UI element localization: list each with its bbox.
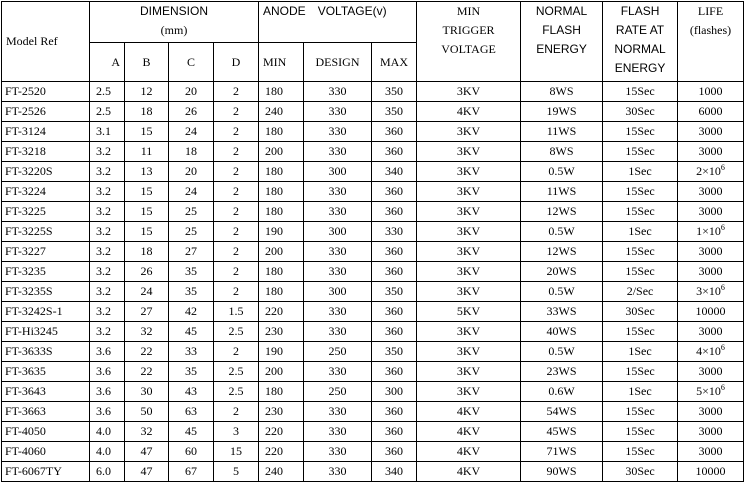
cell-dim-a: 3.2	[90, 162, 125, 182]
life-exponent: 6	[720, 223, 725, 232]
cell-flash-energy: 0.5W	[521, 342, 603, 362]
cell-flash-rate: 1Sec	[603, 382, 678, 402]
cell-voltage-min: 180	[259, 162, 304, 182]
cell-flash-rate: 2/Sec	[603, 282, 678, 302]
cell-dim-d: 3	[214, 422, 259, 442]
cell-voltage-design: 330	[304, 322, 372, 342]
cell-dim-a: 3.2	[90, 202, 125, 222]
cell-dim-b: 22	[125, 362, 169, 382]
cell-dim-a: 3.6	[90, 382, 125, 402]
cell-dim-b: 24	[125, 282, 169, 302]
cell-life: $2\times 10^6$	[678, 162, 744, 182]
table-row	[2, 262, 744, 282]
cell-dim-a: 3.2	[90, 282, 125, 302]
cell-dim-d: 2	[214, 222, 259, 242]
cell-flash-energy: 12WS	[521, 242, 603, 262]
cell-dim-c: 35	[169, 262, 214, 282]
cell-voltage-min: 230	[259, 402, 304, 422]
cell-dim-c: 63	[169, 402, 214, 422]
table-row	[2, 342, 744, 362]
cell-model: FT-3643	[2, 382, 90, 402]
cell-dim-b: 26	[125, 262, 169, 282]
cell-voltage-min: 180	[259, 202, 304, 222]
header-anode-voltage: ANODE VOLTAGE(v)	[259, 2, 417, 43]
cell-flash-rate: 15Sec	[603, 422, 678, 442]
cell-dim-a: 3.2	[90, 222, 125, 242]
cell-trigger-voltage: 3KV	[417, 202, 521, 222]
cell-trigger-voltage: 3KV	[417, 322, 521, 342]
cell-flash-energy: 0.5W	[521, 162, 603, 182]
cell-voltage-min: 180	[259, 282, 304, 302]
cell-dim-a: 6.0	[90, 462, 125, 482]
cell-voltage-max: 350	[372, 102, 417, 122]
cell-flash-energy: 0.5W	[521, 282, 603, 302]
cell-life: 1000	[678, 82, 744, 102]
cell-model: FT-3224	[2, 182, 90, 202]
cell-trigger-voltage: 3KV	[417, 122, 521, 142]
cell-flash-rate: 30Sec	[603, 102, 678, 122]
cell-dim-b: 27	[125, 302, 169, 322]
cell-dim-d: 5	[214, 462, 259, 482]
cell-voltage-design: 300	[304, 162, 372, 182]
cell-flash-energy: 33WS	[521, 302, 603, 322]
cell-model: FT-2526	[2, 102, 90, 122]
cell-voltage-max: 330	[372, 222, 417, 242]
cell-voltage-max: 360	[372, 182, 417, 202]
table-row	[2, 82, 744, 102]
table-row	[2, 462, 744, 482]
cell-voltage-design: 300	[304, 282, 372, 302]
cell-dim-a: 2.5	[90, 102, 125, 122]
cell-dim-d: 2	[214, 142, 259, 162]
spec-table-body	[2, 82, 744, 482]
header-voltage-max: MAX	[372, 43, 417, 82]
cell-dim-a: 2.5	[90, 82, 125, 102]
cell-trigger-voltage: 3KV	[417, 162, 521, 182]
cell-dim-d: 2.5	[214, 322, 259, 342]
cell-voltage-max: 360	[372, 242, 417, 262]
cell-model: FT-3227	[2, 242, 90, 262]
cell-model: FT-3218	[2, 142, 90, 162]
cell-trigger-voltage: 3KV	[417, 142, 521, 162]
cell-flash-rate: 1Sec	[603, 162, 678, 182]
cell-dim-b: 15	[125, 182, 169, 202]
cell-trigger-voltage: 3KV	[417, 382, 521, 402]
cell-voltage-design: 330	[304, 362, 372, 382]
cell-dim-b: 22	[125, 342, 169, 362]
cell-flash-rate: 15Sec	[603, 202, 678, 222]
cell-dim-a: 3.2	[90, 302, 125, 322]
cell-voltage-min: 200	[259, 362, 304, 382]
cell-flash-rate: 15Sec	[603, 362, 678, 382]
cell-dim-b: 32	[125, 322, 169, 342]
cell-flash-energy: 23WS	[521, 362, 603, 382]
cell-flash-energy: 20WS	[521, 262, 603, 282]
cell-dim-c: 35	[169, 282, 214, 302]
life-exponent: 6	[720, 163, 725, 172]
cell-trigger-voltage: 3KV	[417, 282, 521, 302]
table-row	[2, 122, 744, 142]
cell-dim-b: 15	[125, 202, 169, 222]
cell-voltage-min: 220	[259, 422, 304, 442]
table-row	[2, 422, 744, 442]
cell-trigger-voltage: 3KV	[417, 342, 521, 362]
cell-trigger-voltage: 4KV	[417, 102, 521, 122]
cell-voltage-design: 330	[304, 402, 372, 422]
cell-model: FT-3124	[2, 122, 90, 142]
cell-voltage-min: 220	[259, 302, 304, 322]
cell-voltage-min: 180	[259, 262, 304, 282]
life-exponent: 6	[720, 283, 725, 292]
cell-dim-d: 2.5	[214, 382, 259, 402]
cell-voltage-max: 360	[372, 322, 417, 342]
cell-voltage-design: 300	[304, 222, 372, 242]
cell-life: $4\times 10^6$	[678, 342, 744, 362]
cell-dim-c: 43	[169, 382, 214, 402]
cell-dim-a: 3.2	[90, 142, 125, 162]
cell-voltage-design: 330	[304, 422, 372, 442]
cell-dim-b: 30	[125, 382, 169, 402]
cell-dim-c: 25	[169, 202, 214, 222]
cell-dim-b: 15	[125, 122, 169, 142]
cell-voltage-max: 350	[372, 282, 417, 302]
cell-dim-b: 32	[125, 422, 169, 442]
cell-life: 3000	[678, 262, 744, 282]
cell-dim-a: 3.2	[90, 262, 125, 282]
cell-trigger-voltage: 3KV	[417, 222, 521, 242]
cell-dim-a: 3.2	[90, 322, 125, 342]
header-dim-c: C	[169, 43, 214, 82]
cell-flash-rate: 1Sec	[603, 342, 678, 362]
cell-dim-c: 45	[169, 422, 214, 442]
cell-voltage-min: 220	[259, 442, 304, 462]
table-row	[2, 442, 744, 462]
cell-flash-rate: 15Sec	[603, 442, 678, 462]
cell-dim-b: 11	[125, 142, 169, 162]
table-row	[2, 382, 744, 402]
cell-voltage-min: 190	[259, 342, 304, 362]
cell-voltage-design: 330	[304, 462, 372, 482]
cell-trigger-voltage: 4KV	[417, 442, 521, 462]
cell-voltage-max: 340	[372, 162, 417, 182]
cell-dim-c: 25	[169, 222, 214, 242]
cell-voltage-max: 300	[372, 382, 417, 402]
cell-dim-d: 2	[214, 262, 259, 282]
cell-dim-b: 18	[125, 242, 169, 262]
cell-voltage-max: 350	[372, 82, 417, 102]
cell-model: FT-4060	[2, 442, 90, 462]
header-dim-b: B	[125, 43, 169, 82]
cell-dim-c: 20	[169, 162, 214, 182]
cell-dim-d: 2	[214, 162, 259, 182]
cell-dim-c: 26	[169, 102, 214, 122]
cell-trigger-voltage: 3KV	[417, 242, 521, 262]
cell-voltage-design: 330	[304, 102, 372, 122]
cell-dim-d: 2	[214, 102, 259, 122]
header-voltage-min: MIN	[259, 43, 304, 82]
cell-dim-c: 33	[169, 342, 214, 362]
cell-dim-d: 2	[214, 122, 259, 142]
cell-model: FT-3235S	[2, 282, 90, 302]
cell-dim-b: 12	[125, 82, 169, 102]
life-exponent: 6	[720, 383, 725, 392]
cell-voltage-max: 360	[372, 442, 417, 462]
cell-voltage-design: 330	[304, 82, 372, 102]
header-model-ref: Model Ref	[2, 2, 90, 82]
cell-flash-rate: 15Sec	[603, 262, 678, 282]
cell-voltage-min: 180	[259, 182, 304, 202]
table-row	[2, 362, 744, 382]
cell-dim-c: 45	[169, 322, 214, 342]
cell-voltage-design: 330	[304, 182, 372, 202]
cell-dim-d: 2	[214, 82, 259, 102]
cell-voltage-max: 360	[372, 422, 417, 442]
cell-voltage-max: 360	[372, 142, 417, 162]
cell-dim-c: 42	[169, 302, 214, 322]
cell-voltage-design: 330	[304, 142, 372, 162]
cell-flash-energy: 8WS	[521, 142, 603, 162]
cell-voltage-min: 190	[259, 222, 304, 242]
cell-life: $1\times 10^6$	[678, 222, 744, 242]
header-life: LIFE (flashes)	[678, 2, 744, 82]
table-row	[2, 322, 744, 342]
cell-dim-b: 47	[125, 462, 169, 482]
cell-voltage-min: 200	[259, 142, 304, 162]
cell-dim-b: 13	[125, 162, 169, 182]
cell-life: $5\times 10^6$	[678, 382, 744, 402]
cell-voltage-design: 330	[304, 202, 372, 222]
cell-dim-a: 4.0	[90, 442, 125, 462]
cell-model: FT-6067TY	[2, 462, 90, 482]
cell-dim-d: 2	[214, 402, 259, 422]
cell-life: 3000	[678, 182, 744, 202]
cell-life: 3000	[678, 442, 744, 462]
cell-voltage-max: 360	[372, 122, 417, 142]
cell-life: 3000	[678, 422, 744, 442]
cell-flash-energy: 0.5W	[521, 222, 603, 242]
cell-model: FT-Hi3245	[2, 322, 90, 342]
header-flash-rate: FLASH RATE AT NORMAL ENERGY	[603, 2, 678, 82]
cell-dim-a: 3.2	[90, 182, 125, 202]
cell-voltage-design: 330	[304, 242, 372, 262]
cell-voltage-min: 180	[259, 122, 304, 142]
cell-voltage-min: 240	[259, 462, 304, 482]
header-dim-a: A	[90, 43, 125, 82]
cell-voltage-min: 200	[259, 242, 304, 262]
cell-life: 3000	[678, 242, 744, 262]
cell-dim-c: 24	[169, 122, 214, 142]
cell-voltage-design: 250	[304, 342, 372, 362]
table-row	[2, 102, 744, 122]
cell-dim-a: 3.2	[90, 242, 125, 262]
cell-dim-c: 27	[169, 242, 214, 262]
cell-voltage-min: 180	[259, 82, 304, 102]
cell-dim-d: 2	[214, 202, 259, 222]
cell-voltage-design: 330	[304, 122, 372, 142]
cell-life: 3000	[678, 402, 744, 422]
cell-voltage-max: 360	[372, 262, 417, 282]
table-row	[2, 182, 744, 202]
cell-flash-energy: 11WS	[521, 122, 603, 142]
cell-flash-rate: 30Sec	[603, 302, 678, 322]
cell-dim-a: 3.6	[90, 402, 125, 422]
cell-trigger-voltage: 3KV	[417, 362, 521, 382]
cell-voltage-max: 360	[372, 402, 417, 422]
cell-dim-c: 18	[169, 142, 214, 162]
cell-trigger-voltage: 4KV	[417, 422, 521, 442]
cell-life: 10000	[678, 302, 744, 322]
cell-voltage-max: 340	[372, 462, 417, 482]
cell-trigger-voltage: 3KV	[417, 82, 521, 102]
cell-model: FT-3633S	[2, 342, 90, 362]
cell-model: FT-3225S	[2, 222, 90, 242]
table-row	[2, 222, 744, 242]
table-row	[2, 202, 744, 222]
cell-flash-energy: 40WS	[521, 322, 603, 342]
cell-model: FT-4050	[2, 422, 90, 442]
cell-trigger-voltage: 3KV	[417, 262, 521, 282]
cell-dim-c: 67	[169, 462, 214, 482]
cell-model: FT-3663	[2, 402, 90, 422]
cell-model: FT-3235	[2, 262, 90, 282]
cell-flash-rate: 15Sec	[603, 402, 678, 422]
cell-dim-d: 1.5	[214, 302, 259, 322]
cell-dim-c: 60	[169, 442, 214, 462]
cell-flash-rate: 15Sec	[603, 142, 678, 162]
cell-dim-b: 50	[125, 402, 169, 422]
cell-dim-c: 20	[169, 82, 214, 102]
header-normal-flash-energy: NORMAL FLASH ENERGY	[521, 2, 603, 82]
cell-voltage-max: 350	[372, 342, 417, 362]
cell-voltage-design: 330	[304, 302, 372, 322]
cell-flash-energy: 11WS	[521, 182, 603, 202]
cell-life: 6000	[678, 102, 744, 122]
cell-flash-rate: 15Sec	[603, 82, 678, 102]
cell-dim-a: 3.6	[90, 342, 125, 362]
cell-voltage-design: 330	[304, 442, 372, 462]
cell-voltage-max: 360	[372, 202, 417, 222]
cell-flash-rate: 1Sec	[603, 222, 678, 242]
cell-flash-energy: 8WS	[521, 82, 603, 102]
cell-flash-energy: 19WS	[521, 102, 603, 122]
cell-flash-rate: 15Sec	[603, 322, 678, 342]
cell-trigger-voltage: 3KV	[417, 182, 521, 202]
flash-tube-spec-table	[1, 1, 744, 482]
cell-voltage-design: 250	[304, 382, 372, 402]
cell-flash-energy: 54WS	[521, 402, 603, 422]
cell-life: 3000	[678, 202, 744, 222]
cell-trigger-voltage: 5KV	[417, 302, 521, 322]
cell-life: 3000	[678, 122, 744, 142]
cell-life: 3000	[678, 362, 744, 382]
cell-model: FT-2520	[2, 82, 90, 102]
cell-flash-energy: 45WS	[521, 422, 603, 442]
cell-flash-energy: 0.6W	[521, 382, 603, 402]
cell-dim-c: 24	[169, 182, 214, 202]
header-voltage-design: DESIGN	[304, 43, 372, 82]
cell-flash-energy: 90WS	[521, 462, 603, 482]
cell-dim-d: 2	[214, 342, 259, 362]
cell-trigger-voltage: 4KV	[417, 462, 521, 482]
cell-dim-b: 18	[125, 102, 169, 122]
cell-dim-a: 3.6	[90, 362, 125, 382]
cell-dim-c: 35	[169, 362, 214, 382]
cell-flash-energy: 71WS	[521, 442, 603, 462]
cell-flash-rate: 15Sec	[603, 242, 678, 262]
cell-life: $3\times 10^6$	[678, 282, 744, 302]
life-exponent: 6	[720, 343, 725, 352]
cell-model: FT-3220S	[2, 162, 90, 182]
cell-dim-d: 2	[214, 282, 259, 302]
header-dimension: DIMENSION (mm)	[90, 2, 259, 43]
cell-dim-a: 3.1	[90, 122, 125, 142]
table-row	[2, 162, 744, 182]
header-min-trigger-voltage: MIN TRIGGER VOLTAGE	[417, 2, 521, 82]
cell-dim-a: 4.0	[90, 422, 125, 442]
cell-flash-energy: 12WS	[521, 202, 603, 222]
table-row	[2, 142, 744, 162]
cell-flash-rate: 30Sec	[603, 462, 678, 482]
cell-dim-d: 2	[214, 242, 259, 262]
header-dim-d: D	[214, 43, 259, 82]
cell-dim-d: 2	[214, 182, 259, 202]
table-row	[2, 282, 744, 302]
cell-dim-d: 15	[214, 442, 259, 462]
cell-flash-rate: 15Sec	[603, 182, 678, 202]
table-row	[2, 302, 744, 322]
cell-voltage-design: 330	[304, 262, 372, 282]
cell-model: FT-3225	[2, 202, 90, 222]
cell-life: 3000	[678, 142, 744, 162]
cell-dim-b: 15	[125, 222, 169, 242]
cell-trigger-voltage: 4KV	[417, 402, 521, 422]
table-row	[2, 242, 744, 262]
cell-voltage-min: 240	[259, 102, 304, 122]
cell-voltage-max: 360	[372, 302, 417, 322]
cell-voltage-min: 180	[259, 382, 304, 402]
cell-model: FT-3635	[2, 362, 90, 382]
cell-model: FT-3242S-1	[2, 302, 90, 322]
cell-life: 10000	[678, 462, 744, 482]
cell-life: 3000	[678, 322, 744, 342]
cell-voltage-min: 230	[259, 322, 304, 342]
cell-dim-d: 2.5	[214, 362, 259, 382]
cell-voltage-max: 360	[372, 362, 417, 382]
cell-flash-rate: 15Sec	[603, 122, 678, 142]
cell-dim-b: 47	[125, 442, 169, 462]
table-row	[2, 402, 744, 422]
